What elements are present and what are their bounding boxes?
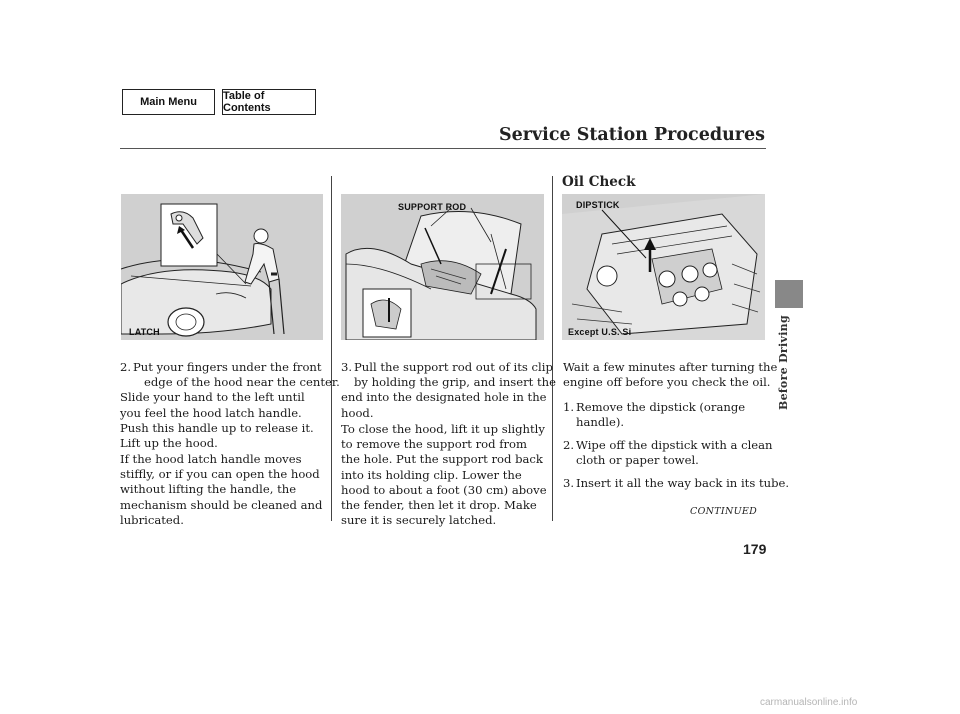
main-menu-button[interactable]: Main Menu [122,89,215,115]
step2-paragraph [120,360,340,451]
hood-latch-illustration [121,194,323,340]
step-number: 3. [563,476,575,490]
column-divider-1 [331,176,332,521]
text-line: Wipe off the dipstick with a clean [576,438,773,452]
text-line: To close the hood, lift it up slightly [341,422,545,436]
text-line: end into the designated hole in the [341,390,547,405]
text-line: Remove the dipstick (orange [576,400,746,414]
text-line: sure it is securely latched. [341,513,497,528]
text-line: edge of the hood near the center. [144,375,340,390]
side-section-label: Before Driving [777,315,790,410]
oil-check-heading: Oil Check [562,174,636,190]
dipstick-drawing [562,194,765,340]
text-line: engine off before you check the oil. [563,375,771,390]
text-line: hood. [341,405,374,420]
dipstick-caption: Except U.S. Si [568,327,632,337]
text-line: without lifting the handle, the [120,482,297,497]
column-divider-2 [552,176,553,521]
section-title: Service Station Procedures [499,125,765,145]
latch-label: LATCH [129,327,160,337]
step-number: 3. [341,360,353,374]
hood-latch-drawing [121,194,323,340]
table-of-contents-button[interactable]: Table of Contents [222,89,316,115]
header-rule [120,148,766,149]
section-tab-marker [775,280,803,308]
page-number: 179 [743,541,767,557]
text-line: the hole. Put the support rod back [341,452,543,467]
text-line: by holding the grip, and insert the [354,375,556,390]
watermark: carmanualsonline.info [760,697,858,708]
dipstick-illustration [562,194,765,340]
support-rod-drawing [341,194,544,340]
oil-intro-paragraph [563,360,777,390]
text-line: Insert it all the way back in its tube. [576,476,790,490]
latch-note-paragraph [120,452,322,528]
text-line: Slide your hand to the left until [120,390,305,405]
oil-step-3 [576,476,789,491]
text-line: If the hood latch handle moves [120,452,302,466]
text-line: lubricated. [120,512,184,527]
text-line: stiffly, or if you can open the hood [120,467,320,482]
text-line: you feel the hood latch handle. [120,405,302,420]
text-line: the fender, then let it drop. Make [341,498,537,513]
text-line: into its holding clip. Lower the [341,467,522,482]
text-line: Wait a few minutes after turning the [563,360,778,374]
step-number: 2. [120,360,132,374]
support-rod-label: SUPPORT ROD [398,202,467,212]
oil-step-1 [576,400,745,430]
oil-step-2 [576,438,773,468]
close-hood-paragraph [341,422,547,528]
text-line: hood to about a foot (30 cm) above [341,482,547,497]
text-line: to remove the support rod from [341,437,528,452]
text-line: Put your fingers under the front [133,360,322,374]
text-line: mechanism should be cleaned and [120,497,323,512]
text-line: Pull the support rod out of its clip [354,360,553,374]
text-line: cloth or paper towel. [576,453,699,468]
text-line: Push this handle up to release it. [120,420,314,435]
step-number: 2. [563,438,575,452]
text-line: handle). [576,415,625,430]
support-rod-illustration [341,194,544,340]
dipstick-label: DIPSTICK [576,200,620,210]
text-line: Lift up the hood. [120,436,218,451]
continued-marker: CONTINUED [690,506,758,517]
step-number: 1. [563,400,575,414]
step3-paragraph [341,360,556,421]
